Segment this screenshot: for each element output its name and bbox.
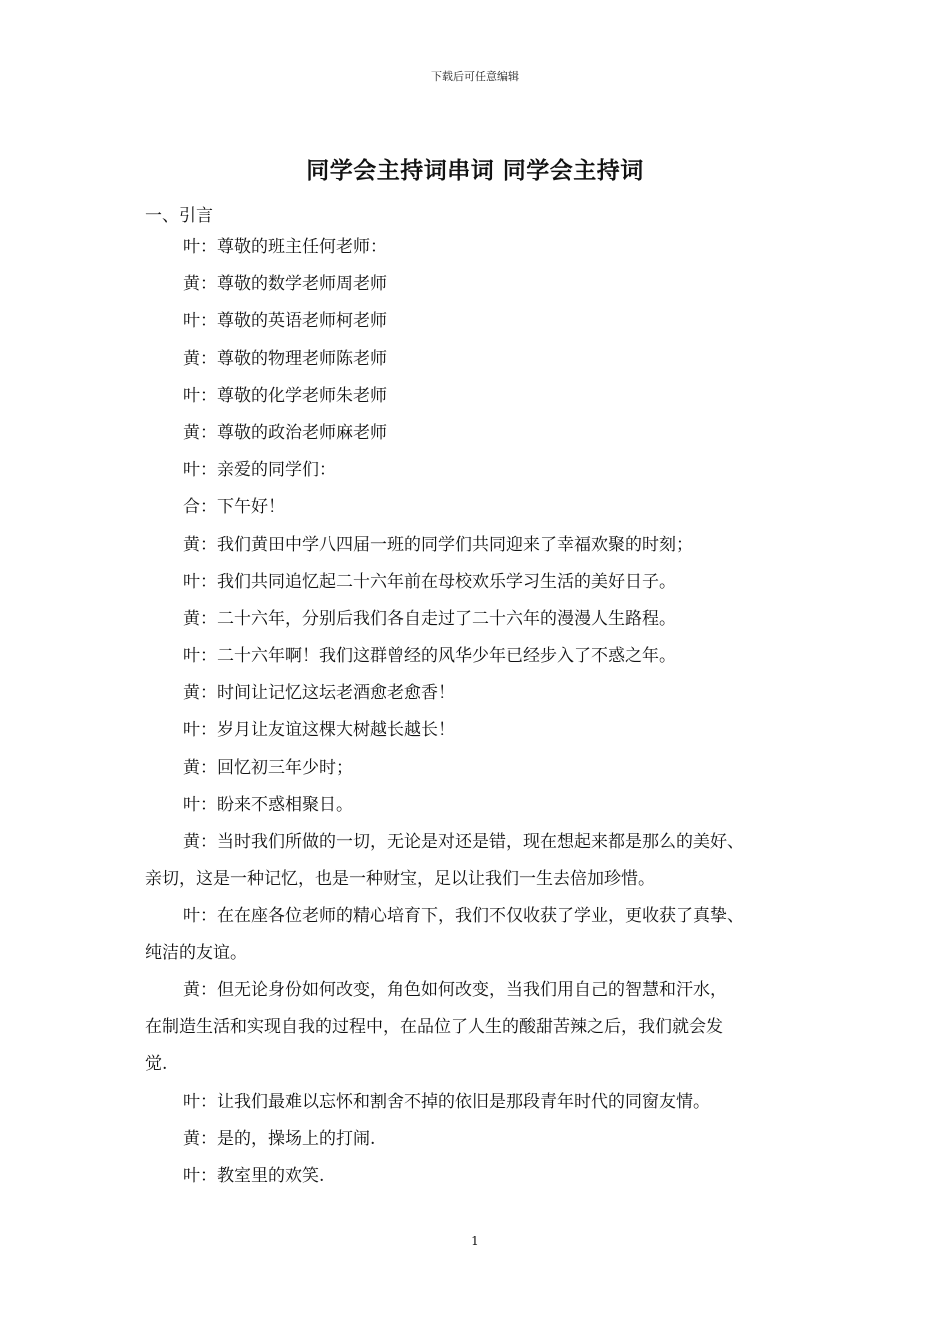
dialogue-line: 叶：岁月让友谊这棵大树越长越长！ xyxy=(183,720,455,741)
dialogue-line: 叶：尊敬的班主任何老师： xyxy=(183,237,387,257)
dialogue-line: 黄：我们黄田中学八四届一班的同学们共同迎来了幸福欢聚的时刻； xyxy=(183,534,693,555)
dialogue-line: 叶：亲爱的同学们： xyxy=(183,460,336,481)
dialogue-line: 叶：盼来不惑相聚日。 xyxy=(183,794,353,815)
dialogue-paragraph xyxy=(145,831,825,890)
dialogue-line: 叶：教室里的欢笑. xyxy=(183,1165,325,1186)
dialogue-line: 黄：时间让记忆这坛老酒愈老愈香！ xyxy=(183,683,455,704)
dialogue-line: 黄：回忆初三年少时； xyxy=(183,757,353,778)
document-title: 同学会主持词串词 同学会主持词 xyxy=(306,157,644,184)
paragraph-continuation-line: 亲切，这是一种记忆，也是一种财宝，足以让我们一生去倍加珍惜。 xyxy=(145,869,655,889)
dialogue-paragraph xyxy=(145,979,825,1075)
dialogue-line: 黄：尊敬的政治老师麻老师 xyxy=(183,422,387,443)
paragraph-first-line: 叶：在在座各位老师的精心培育下，我们不仅收获了学业，更收获了真挚、 xyxy=(183,906,744,927)
dialogue-line: 黄：尊敬的物理老师陈老师 xyxy=(183,348,387,369)
dialogue-body xyxy=(145,236,825,1202)
section-heading: 一、引言 xyxy=(145,206,213,226)
dialogue-line: 叶：我们共同追忆起二十六年前在母校欢乐学习生活的美好日子。 xyxy=(183,571,676,592)
dialogue-line: 叶：尊敬的化学老师朱老师 xyxy=(183,385,387,406)
dialogue-line: 合：下午好！ xyxy=(183,497,285,518)
paragraph-continuation-line: 纯洁的友谊。 xyxy=(145,943,247,964)
dialogue-line: 黄：二十六年，分别后我们各自走过了二十六年的漫漫人生路程。 xyxy=(183,608,676,629)
dialogue-line: 叶：二十六年啊！我们这群曾经的风华少年已经步入了不惑之年。 xyxy=(183,646,676,667)
header-note: 下载后可任意编辑 xyxy=(431,70,519,83)
dialogue-line: 黄：是的，操场上的打闹. xyxy=(183,1128,376,1149)
dialogue-line: 叶：尊敬的英语老师柯老师 xyxy=(183,311,387,332)
paragraph-first-line: 黄：当时我们所做的一切，无论是对还是错，现在想起来都是那么的美好、 xyxy=(183,832,744,852)
dialogue-line: 黄：尊敬的数学老师周老师 xyxy=(183,274,387,295)
page-number: 1 xyxy=(471,1234,479,1248)
paragraph-continuation-line: 在制造生活和实现自我的过程中，在品位了人生的酸甜苦辣之后，我们就会发 xyxy=(145,1017,723,1038)
paragraph-first-line: 黄：但无论身份如何改变，角色如何改变，当我们用自己的智慧和汗水， xyxy=(183,980,727,1001)
dialogue-line: 叶：让我们最难以忘怀和割舍不掉的依旧是那段青年时代的同窗友情。 xyxy=(183,1091,710,1112)
paragraph-continuation-line: 觉. xyxy=(145,1054,168,1075)
dialogue-paragraph xyxy=(145,905,825,964)
